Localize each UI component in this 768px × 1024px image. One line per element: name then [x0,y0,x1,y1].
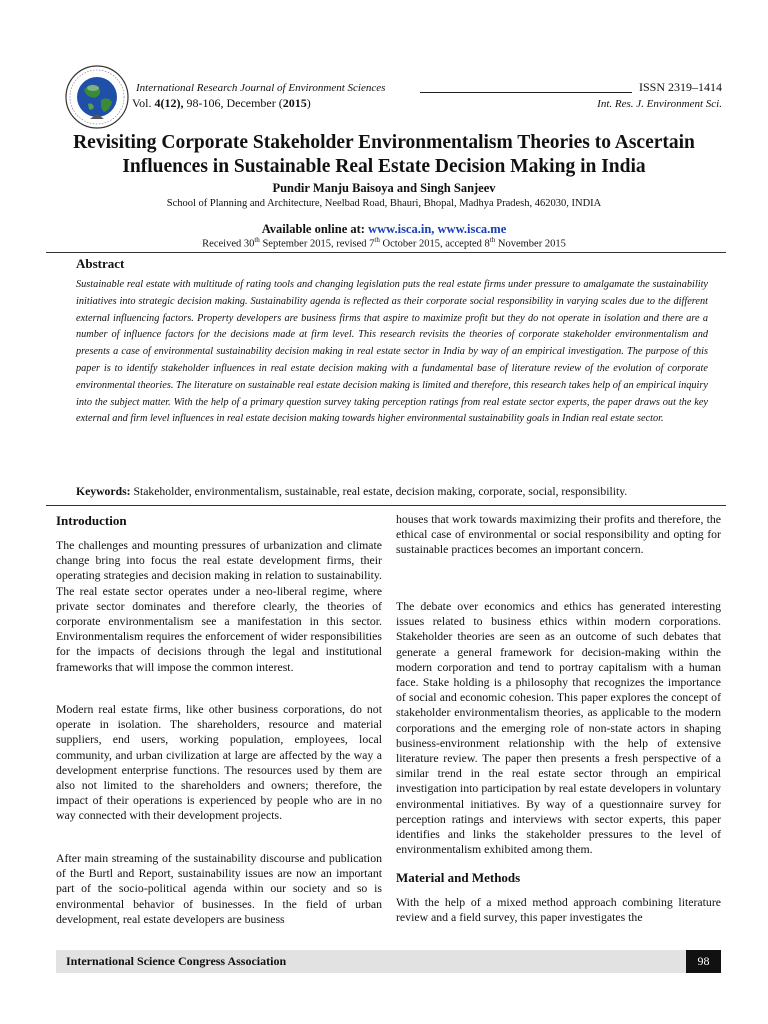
availability-label: Available online at: [261,222,369,236]
keywords-label: Keywords: [76,485,131,498]
introduction-title: Introduction [56,513,127,528]
abstract-top-rule [46,252,726,253]
received-part-3: October 2015, accepted 8 [379,238,490,250]
keywords-bottom-rule [46,505,726,506]
volume-pages: 98-106, December ( [183,96,283,110]
authors: Pundir Manju Baisoya and Singh Sanjeev [272,181,496,195]
methods-paragraph-text: With the help of a mixed method approach combining literature review and a field survey, this paper investigates the [396,895,721,925]
received-part-4: November 2015 [495,238,566,250]
introduction-heading [56,513,382,529]
right-paragraph-2 [396,599,721,857]
page-number: 98 [686,950,721,973]
methods-title: Material and Methods [396,870,521,885]
intro-paragraph-1-text: The challenges and mounting pressures of urbanization and climate change bring into focus the real estate development firms, their operating strategies and decision making in relation to sustainability. The real estate sector operates under a neo-liberal regime, where private sector dominates and therefore clearly, the theories of corporate environmentalism see a manifestation in this sector. Environmentalism requires the enforcement of wider responsibilities for the impacts of decisions through the legal and institutional frameworks that will impose the common interest. [56,538,382,674]
received-sup-3: th [489,236,496,244]
isca-globe-logo [64,64,130,130]
right-paragraph-1 [396,512,721,558]
keywords [76,485,716,498]
title-line-1: Revisiting Corporate Stakeholder Environmentalism Theories to Ascertain [73,132,695,153]
methods-paragraph [396,895,721,925]
received-sup-1: th [254,236,260,244]
received-dates [40,236,728,250]
issn: ISSN 2319–1414 [638,80,722,94]
received-part-2: September 2015, revised 7 [259,238,375,250]
journal-abbreviation: Int. Res. J. Environment Sci. [597,98,722,110]
volume-prefix: Vol. [132,96,155,110]
volume-number: 4(12), [154,96,184,110]
intro-paragraph-3-text: After main streaming of the sustainability discourse and publication of the Burtl and Report, sustainability issues are now an important part of the socio-political agenda within our society and so is environmental behavior of businesses. In the field of urban development, real estate developers are business [56,851,382,926]
right-paragraph-2-text: The debate over economics and ethics has generated interesting issues related to business ethics within modern corporations. Stakeholder theories are seen as an outcome of such debates that generate a general framework for decision-making within the modern corporation and tend to portray capitalism with a human face. Stake holding is a philosophy that recognizes the importance of social and economic cohesion. This paper explores the concept of stakeholder environmentalism theories, as applicable to the modern corporations and the emerging role of non-state actors in shaping business-environment relationship with the help of extensive literature review. The paper then presents a fresh perspective of a similar trend in the real estate sector through an empirical investigation into participation by real estate developers in voluntary environmental initiatives. By way of a questionnaire survey for perception ratings and interviews with sector experts, this paper identifies and links the stakeholder pressures to the level of environmentalism exhibited among them. [396,599,721,857]
right-paragraph-1-text: houses that work towards maximizing their profits and therefore, the ethical case of environmental or social responsibility and opting for sustainable practices becomes an important concern. [396,512,721,557]
availability [40,222,728,237]
received-sup-2: th [374,236,380,244]
affiliation: School of Planning and Architecture, Neelbad Road, Bhauri, Bhopal, Madhya Pradesh, 462030, INDIA [166,198,602,209]
journal-links[interactable]: www.isca.in, www.isca.me [368,222,507,236]
volume-info [132,96,311,111]
footer-association: International Science Congress Association [66,954,287,968]
journal-name: International Research Journal of Environment Sciences [136,82,386,94]
header-underline [420,92,632,93]
paper-title [40,131,728,179]
intro-paragraph-1 [56,538,382,675]
received-part-1: Received 30 [202,238,255,250]
methods-heading [396,870,721,886]
intro-paragraph-3 [56,851,382,927]
volume-year: 2015 [282,96,307,110]
title-line-2: Influences in Sustainable Real Estate Decision Making in India [122,156,646,177]
keywords-text: Stakeholder, environmentalism, sustainable, real estate, decision making, corporate, social, responsibility. [130,485,628,498]
volume-suffix: ) [306,96,311,110]
intro-paragraph-2 [56,702,382,824]
abstract-text: Sustainable real estate with multitude of rating tools and changing legislation puts the real estate firms under pressure to amalgamate the sustainability initiatives into strategic decision making. Sustainability agenda is reflected as their corporate social responsibility in varying scales due to the different external influencing factors. Property developers are business firms that aspire to maximize profit but they do not operate in isolation and there are a number of influence factors for the decisions made at firm level. This research revisits the theories of corporate stakeholder environmentalism and presents a case of environmental sustainability decision making in real estate sector in India by way of an empirical investigation. The purpose of this paper is to identify stakeholder influences in real estate decision making with a fundamental base of literature review of the evolution of corporate environmental theories. The literature on sustainable real estate decision making is limited and therefore, this research takes help of an empirical inquiry into the subject matter. With the help of a primary question survey taking perception ratings from real estate sector experts, the paper draws out the key external and firm level influences in real estate decision making towards higher environmental sustainability goals in Indian real estate sector. [76,279,708,425]
intro-paragraph-2-text: Modern real estate firms, like other business corporations, do not operate in isolation. The shareholders, resource and material suppliers, end users, working population, employees, local community, and urban civilization at large are affected by the way a development enterprise functions. The resources used by them are also not limited to the shareholders and owners; therefore, the impact of their operations is experienced by people who are in no way connected with their development projects. [56,702,382,823]
abstract-heading: Abstract [76,256,125,271]
